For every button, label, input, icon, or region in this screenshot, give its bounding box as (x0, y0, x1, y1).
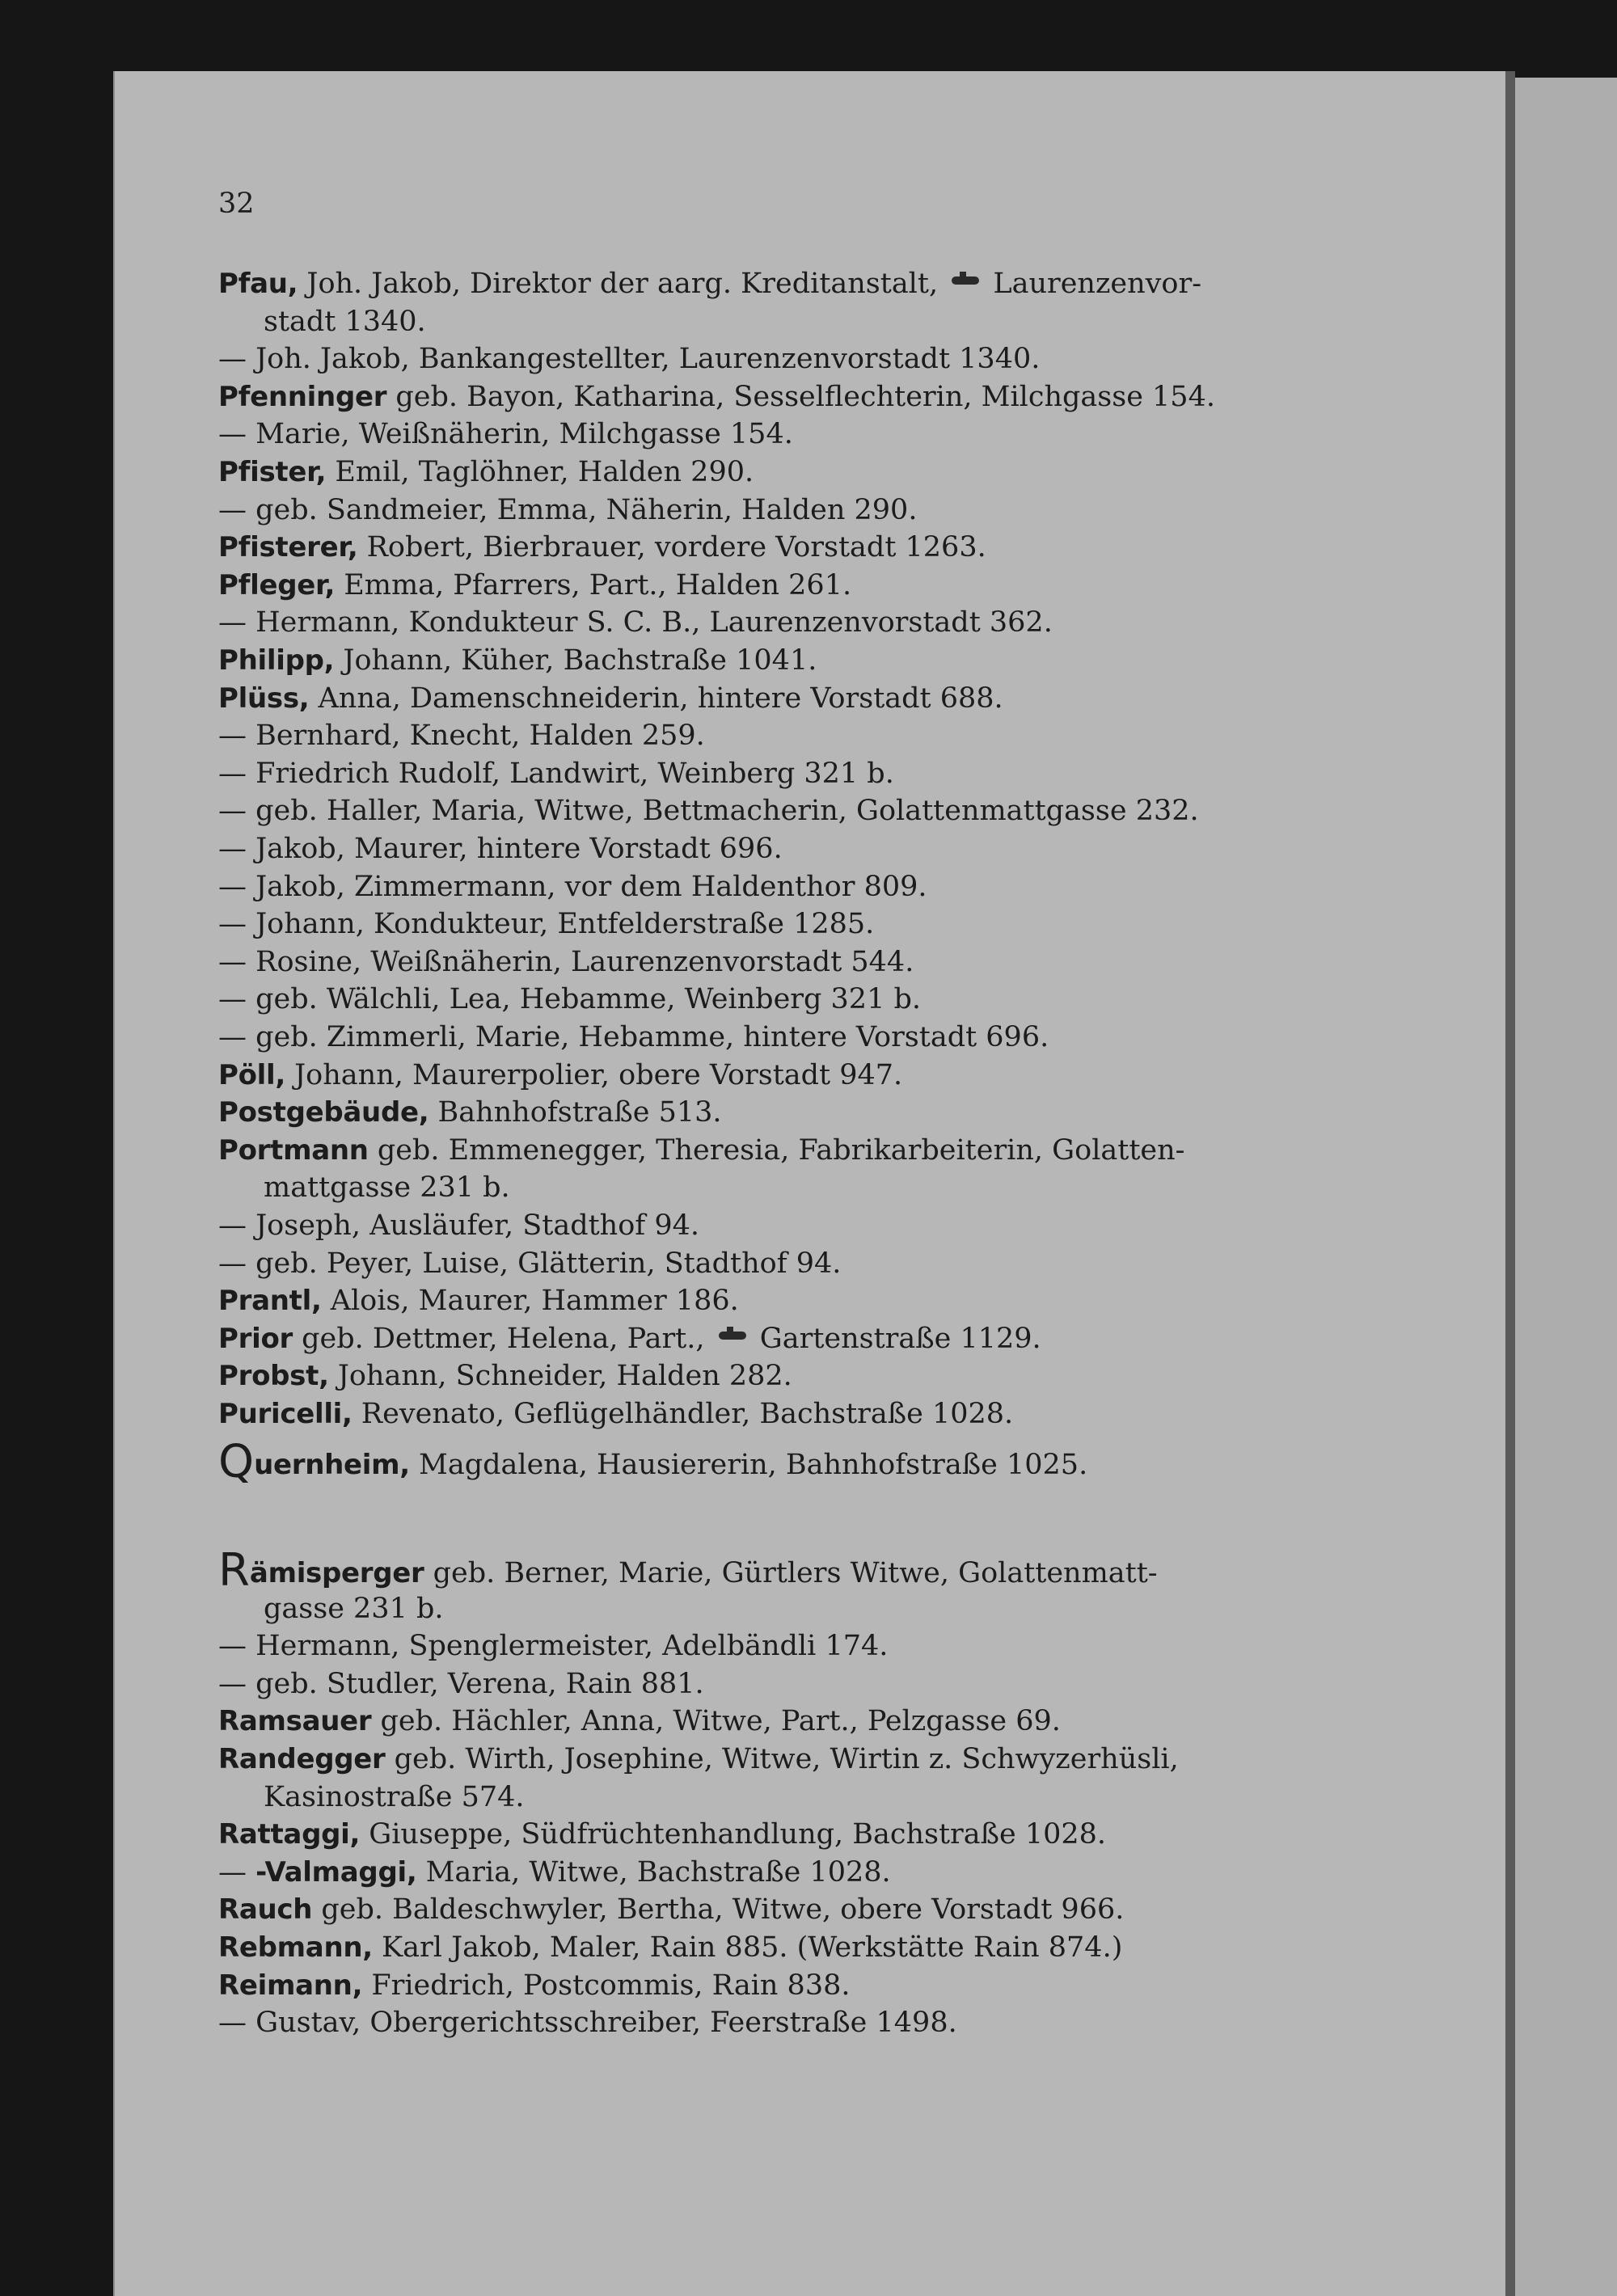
entry-text: — geb. Sandmeier, Emma, Näherin, Halden 290. (218, 493, 918, 526)
entry-details: Friedrich, Postcommis, Rain 838. (362, 1969, 851, 2002)
entry-details: geb. Wirth, Josephine, Witwe, Wirtin z. Schwyzerhüsli, (385, 1743, 1179, 1775)
entry-text: — Marie, Weißnäherin, Milchgasse 154. (218, 418, 793, 451)
entry-name (218, 1284, 739, 1318)
entry-name (218, 530, 986, 564)
entry-text: gasse 231 b. (264, 1592, 444, 1625)
entry-surname: Plüss, (218, 682, 310, 715)
entry-surname: Rebmann, (218, 1931, 373, 1964)
entry-text: — geb. Studler, Verena, Rain 881. (218, 1667, 704, 1700)
entry-same-surname (218, 2006, 957, 2040)
entry-details: Emil, Taglöhner, Halden 290. (326, 456, 754, 488)
entry-surname: uernheim, (254, 1449, 410, 1481)
telephone-icon (952, 275, 979, 286)
entry-surname: Pöll, (218, 1058, 286, 1091)
entry-same-surname (218, 945, 914, 979)
entry-details: Emma, Pfarrers, Part., Halden 261. (335, 568, 852, 601)
entry-same-surname (218, 1247, 841, 1281)
entry-compound-surname (218, 1855, 891, 1889)
entry-text: — Hermann, Kondukteur S. C. B., Laurenzenvorstadt 362. (218, 606, 1053, 639)
entry-dash: — (218, 1855, 256, 1889)
entry-surname: Pfau, (218, 268, 298, 300)
entry-details: Karl Jakob, Maler, Rain 885. (Werkstätte Rain 874.) (372, 1931, 1123, 1964)
entry-surname: Randegger (218, 1743, 386, 1775)
entry-same-surname (218, 1020, 1049, 1054)
entry-text: — geb. Wälchli, Lea, Hebamme, Weinberg 321 b. (218, 983, 922, 1016)
entry-surname: Prantl, (218, 1285, 322, 1318)
entry-details: geb. Emmenegger, Theresia, Fabrikarbeiterin, Golatten- (368, 1133, 1185, 1167)
section-initial: R (218, 1544, 250, 1597)
entry-text: — Jakob, Maurer, hintere Vorstadt 696. (218, 833, 783, 865)
entry-surname: Philipp, (218, 644, 335, 677)
entry-continuation (264, 1780, 525, 1814)
entry-surname: Rauch (218, 1893, 313, 1927)
entry-surname: Puricelli, (218, 1398, 353, 1430)
entry-surname: Ramsauer (218, 1705, 372, 1738)
entry-name (218, 1359, 792, 1393)
entry-details: Alois, Maurer, Hammer 186. (321, 1285, 739, 1318)
entry-name (218, 1742, 1179, 1776)
entry-continuation (264, 1592, 444, 1626)
entry-details: geb. Dettmer, Helena, Part., (292, 1322, 714, 1355)
entry-details: Revenato, Geflügelhändler, Bachstraße 1028. (352, 1398, 1014, 1430)
entry-same-surname (218, 493, 917, 527)
entry-same-surname (218, 832, 783, 866)
entry-same-surname (218, 1209, 699, 1243)
entry-surname: Pfenninger (218, 380, 387, 413)
entry-same-surname (218, 1629, 888, 1663)
entry-name (218, 568, 851, 602)
entry-section-start (218, 1436, 1088, 1488)
entry-surname: Pfister, (218, 456, 327, 488)
entry-surname: Postgebäude, (218, 1096, 429, 1129)
entry-text: — Jakob, Zimmermann, vor dem Haldenthor 809. (218, 870, 927, 903)
entry-details: Giuseppe, Südfrüchtenhandlung, Bachstraße 1028. (360, 1818, 1107, 1851)
entry-details: Johann, Maurerpolier, obere Vorstadt 947. (285, 1058, 903, 1091)
entry-same-surname (218, 907, 874, 941)
entry-same-surname (218, 982, 921, 1016)
entry-details: Johann, Schneider, Halden 282. (328, 1360, 792, 1393)
entry-same-surname (218, 1667, 704, 1701)
entry-same-surname (218, 606, 1053, 639)
entry-text: — Joh. Jakob, Bankangestellter, Laurenzenvorstadt 1340. (218, 343, 1041, 376)
entry-surname: Probst, (218, 1360, 329, 1393)
entry-details: geb. Hächler, Anna, Witwe, Part., Pelzgasse 69. (371, 1705, 1061, 1738)
entry-surname: Pfleger, (218, 568, 336, 601)
entry-surname: Rattaggi, (218, 1818, 361, 1851)
entry-name (218, 1893, 1124, 1927)
entry-surname: -Valmaggi, (255, 1855, 417, 1889)
entry-name (218, 380, 1215, 414)
entry-name (218, 1397, 1013, 1431)
entry-text: — Friedrich Rudolf, Landwirt, Weinberg 321 b. (218, 757, 894, 790)
entry-details: Robert, Bierbrauer, vordere Vorstadt 1263. (357, 531, 986, 564)
entry-text: — Rosine, Weißnäherin, Laurenzenvorstadt 544. (218, 945, 914, 978)
entry-text: mattgasse 231 b. (264, 1171, 510, 1205)
entry-surname: ämisperger (249, 1557, 424, 1589)
entry-text: — Bernhard, Knecht, Halden 259. (218, 720, 705, 753)
entry-details: Maria, Witwe, Bachstraße 1028. (416, 1855, 891, 1889)
entry-name (218, 1817, 1106, 1851)
entry-details: Bahnhofstraße 513. (429, 1096, 722, 1129)
entry-continuation (264, 1171, 510, 1205)
adjacent-page-edge (1515, 78, 1617, 2296)
entry-name (218, 1058, 902, 1092)
entry-name (218, 1322, 1041, 1356)
entry-same-surname (218, 870, 927, 904)
entry-text: — geb. Haller, Maria, Witwe, Bettmacherin, Golattenmattgasse 232. (218, 795, 1199, 828)
entry-same-surname (218, 417, 793, 451)
entry-same-surname (218, 719, 705, 753)
entry-text: — Joseph, Ausläufer, Stadthof 94. (218, 1209, 700, 1242)
telephone-icon (719, 1330, 746, 1341)
entry-text: — Hermann, Spenglermeister, Adelbändli 174. (218, 1630, 889, 1663)
entry-details: Magdalena, Hausiererin, Bahnhofstraße 1025. (409, 1449, 1088, 1481)
entry-text: — geb. Zimmerli, Marie, Hebamme, hintere Vorstadt 696. (218, 1021, 1049, 1053)
entry-same-surname (218, 757, 894, 791)
entry-name (218, 455, 754, 489)
entry-details: geb. Bayon, Katharina, Sesselflechterin, Milchgasse 154. (386, 380, 1215, 413)
entry-details-cont: Laurenzenvor- (984, 268, 1202, 300)
entry-text: stadt 1340. (264, 305, 426, 338)
entry-details: Anna, Damenschneiderin, hintere Vorstadt 688. (309, 682, 1003, 715)
entry-name (218, 1095, 722, 1129)
entry-name (218, 1969, 850, 2003)
entry-surname: Pfisterer, (218, 531, 358, 564)
entry-details: geb. Berner, Marie, Gürtlers Witwe, Golattenmatt- (424, 1557, 1158, 1589)
entry-details: geb. Baldeschwyler, Bertha, Witwe, obere Vorstadt 966. (312, 1893, 1125, 1927)
entry-surname: Prior (218, 1322, 293, 1355)
entry-section-start (218, 1544, 1158, 1597)
page-number: 32 (218, 188, 255, 220)
entry-surname: Reimann, (218, 1969, 363, 2002)
entry-name (218, 682, 1003, 715)
entry-name (218, 1931, 1122, 1965)
entry-text: — Gustav, Obergerichtsschreiber, Feerstraße 1498. (218, 2007, 957, 2040)
entry-text: Kasinostraße 574. (264, 1780, 525, 1813)
entry-text: — geb. Peyer, Luise, Glätterin, Stadthof 94. (218, 1247, 842, 1280)
entry-same-surname (218, 342, 1040, 376)
entry-name (218, 644, 817, 677)
entry-name (218, 267, 1201, 301)
entry-details: Johann, Küher, Bachstraße 1041. (334, 644, 817, 677)
entry-details: Joh. Jakob, Direktor der aarg. Kreditanstalt, (298, 268, 948, 300)
page-gutter (1504, 71, 1515, 2296)
entry-name (218, 1133, 1184, 1167)
entry-text: — Johann, Kondukteur, Entfelderstraße 1285. (218, 908, 875, 941)
entry-continuation (264, 305, 426, 339)
entry-same-surname (218, 794, 1199, 828)
entry-details-cont: Gartenstraße 1129. (750, 1322, 1041, 1355)
section-initial: Q (218, 1436, 255, 1488)
entry-name (218, 1704, 1061, 1738)
entry-surname: Portmann (218, 1133, 369, 1167)
